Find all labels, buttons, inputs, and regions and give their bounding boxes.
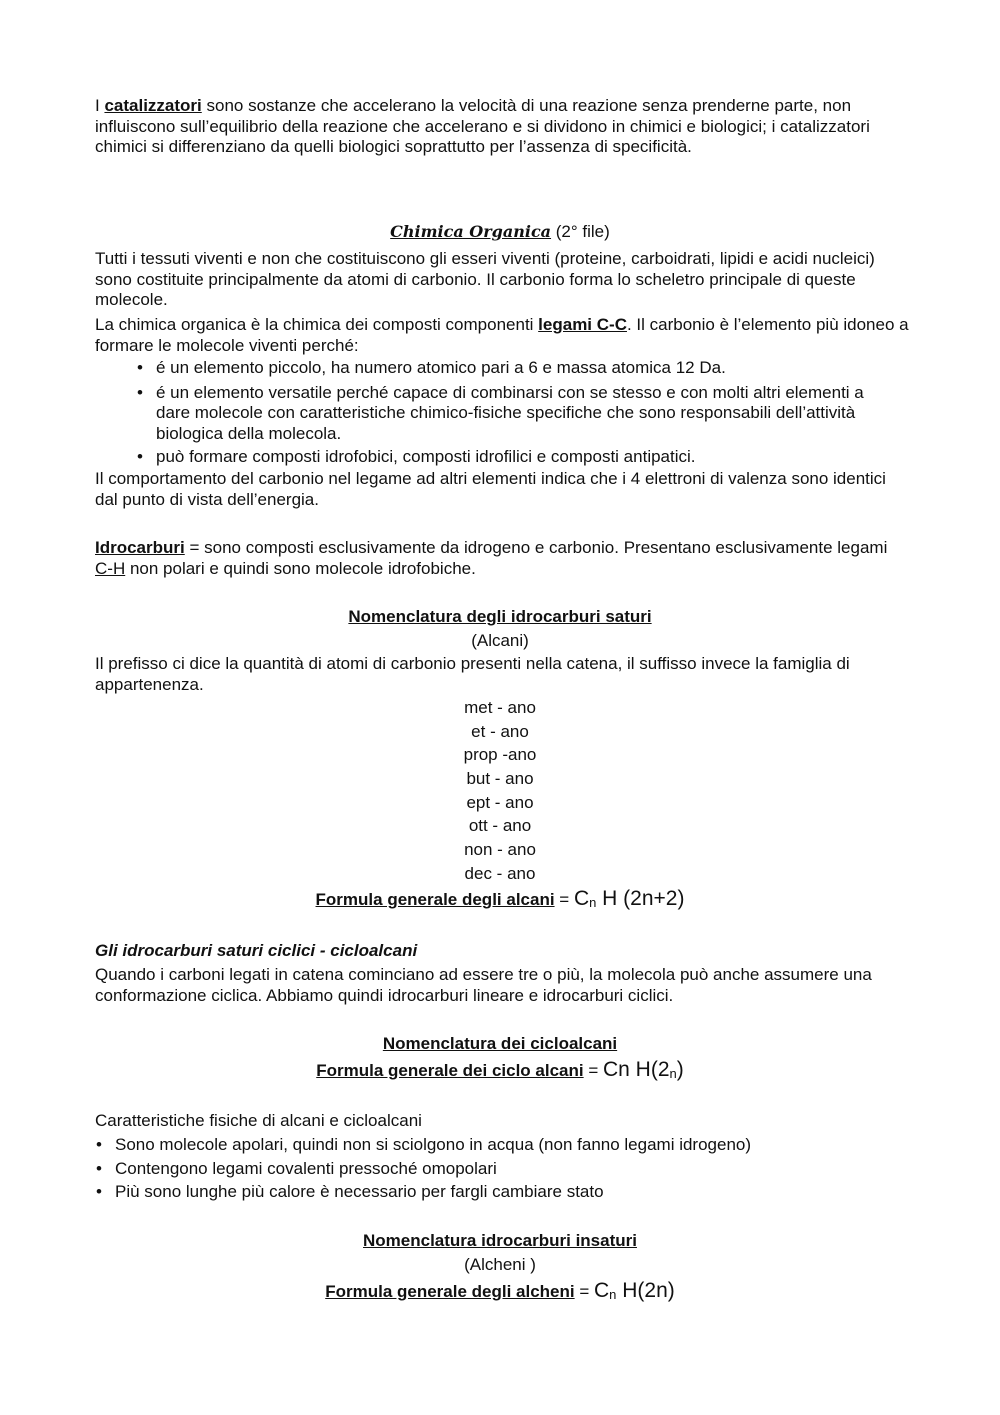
bullet-list-caratteristiche: [96, 1135, 905, 1203]
prefix-item: et - ano: [471, 721, 529, 741]
heading-title: Chimica Organica: [390, 222, 552, 241]
list-item: • é un elemento versatile perché capace di combinarsi con se stesso e con molti altri elementi a dare molecole con caratteristiche chimico-fisiche specifiche che sono responsabili dell’attività biologica della molecola.: [137, 382, 864, 443]
paragraph-comportamento: Il comportamento del carbonio nel legame ad altri elementi indica che i 4 elettroni di valenza sono identici dal punto di vista dell’energia.: [95, 469, 886, 509]
formula-cicloalcani: Formula generale dei ciclo alcani = Cn H(2n): [316, 1058, 684, 1081]
bullet-icon: •: [137, 447, 143, 466]
paragraph-idrocarburi: Idrocarburi = sono composti esclusivamente da idrogeno e carbonio. Presentano esclusivamente legami C-H non polari e quindi sono molecole idrofobiche.: [95, 538, 888, 578]
paragraph-prefisso: Il prefisso ci dice la quantità di atomi di carbonio presenti nella catena, il suffisso invece la famiglia di appartenenza.: [95, 654, 850, 694]
section-title-alcani: Nomenclatura degli idrocarburi saturi: [348, 607, 652, 626]
paragraph-cicloalcani: Quando i carboni legati in catena cominciano ad essere tre o più, la molecola può anche assumere una conformazione ciclica. Abbiamo quindi idrocarburi lineare e idrocarburi ciclici.: [95, 965, 872, 1005]
prefix-item: but - ano: [466, 769, 534, 789]
section-title-insaturi: Nomenclatura idrocarburi insaturi: [363, 1231, 637, 1250]
list-item: • Sono molecole apolari, quindi non si sciolgono in acqua (non fanno legami idrogeno): [96, 1135, 752, 1154]
bullet-icon: •: [96, 1135, 102, 1154]
paragraph-tessuti: Tutti i tessuti viventi e non che costituiscono gli esseri viventi (proteine, carboidrati, lipidi e acidi nucleici) sono costituite principalmente da atomi di carbonio. Il carbonio forma lo scheletro principale di queste molecole.: [95, 249, 875, 309]
prefix-item: met - ano: [464, 698, 536, 717]
term-ch: C-H: [95, 558, 126, 578]
heading-note: (2° file): [551, 222, 610, 241]
formula-label: Formula generale dei ciclo alcani: [316, 1061, 584, 1080]
prefix-item: prop -ano: [463, 745, 537, 765]
paragraph-chimica-organica: La chimica organica è la chimica dei composti componenti legami C-C. Il carbonio è l’elemento più idoneo a formare le molecole viventi perché:: [95, 315, 909, 355]
bullet-icon: •: [96, 1182, 102, 1201]
formula-alcheni: Formula generale degli alcheni = Cn H(2n): [325, 1279, 675, 1302]
list-item: • Più sono lunghe più calore è necessario per fargli cambiare stato: [96, 1182, 604, 1201]
section-title-cicloalcani: Nomenclatura dei cicloalcani: [382, 1034, 618, 1053]
heading-cicloalcani: Gli idrocarburi saturi ciclici - cicloalcani: [95, 941, 418, 960]
bullet-icon: •: [96, 1158, 102, 1178]
list-item: • può formare composti idrofobici, composti idrofilici e composti antipatici.: [137, 447, 696, 466]
bullet-icon: •: [137, 358, 143, 377]
prefix-list: [0, 698, 1000, 888]
formula-alcani: Formula generale degli alcani = Cn H (2n+2): [315, 887, 685, 910]
list-item: • é un elemento piccolo, ha numero atomico pari a 6 e massa atomica 12 Da.: [137, 358, 726, 377]
heading-chimica-organica: [0, 222, 1000, 242]
prefix-item: ott - ano: [468, 816, 532, 836]
prefix-item: ept - ano: [466, 792, 534, 812]
term-idrocarburi: Idrocarburi: [95, 538, 185, 557]
term-legami-cc: legami C-C: [538, 315, 627, 334]
prefix-item: non - ano: [464, 840, 536, 860]
bullet-icon: •: [137, 382, 143, 402]
prefix-item: dec - ano: [464, 863, 536, 883]
section-subtitle-alcani: (Alcani): [471, 631, 529, 650]
paragraph-catalizzatori: I catalizzatori sono sostanze che accelerano la velocità di una reazione senza prenderne parte, non influiscono sull’equilibrio della reazione che accelerano e si dividono in chimici e biologici; i catalizzatori chimici si differenziano da quelli biologici soprattutto per l’assenza di specificità.: [95, 96, 870, 156]
bullet-list-carbonio: [137, 358, 896, 468]
term-catalizzatori: catalizzatori: [104, 96, 202, 115]
paragraph-caratteristiche: Caratteristiche fisiche di alcani e cicloalcani: [95, 1111, 422, 1130]
list-item: • Contengono legami covalenti pressoché omopolari: [96, 1158, 497, 1178]
formula-label: Formula generale degli alcheni: [325, 1282, 575, 1301]
formula-label: Formula generale degli alcani: [315, 890, 555, 909]
section-subtitle-alcheni: (Alcheni ): [464, 1255, 536, 1274]
